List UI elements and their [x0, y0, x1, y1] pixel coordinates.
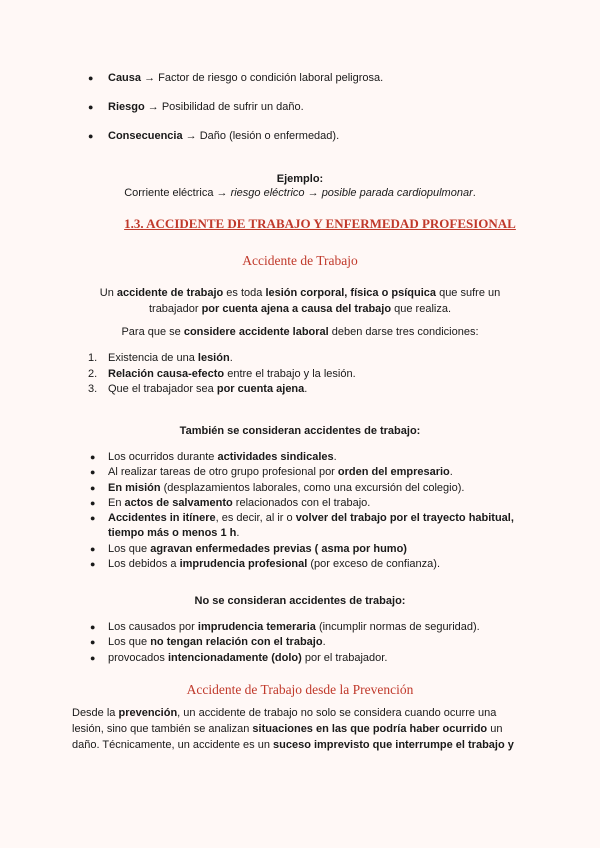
- example-block: [60, 172, 540, 200]
- definition-term: Riesgo: [108, 101, 145, 113]
- list-item: ● Los que no tengan relación con el trabajo.: [90, 636, 326, 649]
- list-item: ● Al realizar tareas de otro grupo profesional por orden del empresario.: [90, 466, 453, 479]
- prevention-paragraph: Desde la prevención, un accidente de trabajo no solo se considera cuando ocurre una lesión, sino que también se analizan situaciones en las que podría haber ocurrido un daño. Técnicamente, un accidente es un suceso imprevisto que interrumpe el trabajo y: [72, 707, 514, 751]
- not-heading: No se consideran accidentes de trabajo:: [194, 595, 406, 607]
- definition-term: Causa: [108, 72, 142, 84]
- definition-term: Consecuencia: [108, 130, 183, 142]
- list-item: ● Los ocurridos durante actividades sindicales.: [90, 451, 337, 463]
- list-item: ● Los que agravan enfermedades previas ( asma por humo): [90, 542, 407, 555]
- list-item: 1. Existencia de una lesión.: [88, 352, 233, 364]
- arrow-icon: →: [185, 130, 197, 142]
- also-list: [90, 450, 530, 572]
- list-item: 2. Relación causa-efecto entre el trabajo y la lesión.: [88, 367, 356, 380]
- definition-desc: Posibilidad de sufrir un daño.: [161, 101, 304, 113]
- subsection-title: Accidente de Trabajo: [242, 253, 358, 268]
- bullet-icon: ●: [88, 131, 94, 141]
- list-item: ● En actos de salvamento relacionados con el trabajo.: [90, 496, 371, 509]
- definition-list: [88, 68, 528, 155]
- bullet-icon: ●: [88, 102, 94, 112]
- subsection-title: Accidente de Trabajo desde la Prevención: [186, 682, 414, 697]
- section-title: 1.3. ACCIDENTE DE TRABAJO Y ENFERMEDAD PROFESIONAL: [124, 216, 516, 231]
- list-item: ● provocados intencionadamente (dolo) por el trabajador.: [90, 651, 388, 664]
- also-heading: También se consideran accidentes de trabajo:: [179, 425, 421, 437]
- not-list: [90, 620, 530, 666]
- conditions-intro: Para que se considere accidente laboral deben darse tres condiciones:: [121, 326, 479, 338]
- definition-item: [88, 126, 528, 155]
- list-item: ● Los debidos a imprudencia profesional (por exceso de confianza).: [90, 558, 440, 571]
- definition-desc: Daño (lesión o enfermedad).: [199, 130, 340, 142]
- definition-item: [88, 68, 528, 97]
- arrow-icon: →: [147, 101, 159, 113]
- list-item: ● Los causados por imprudencia temeraria (incumplir normas de seguridad).: [90, 621, 480, 633]
- list-item: ● En misión (desplazamientos laborales, como una excursión del colegio).: [90, 481, 465, 494]
- intro-paragraph: Un accidente de trabajo es toda lesión corporal, física o psíquica que sufre un trabajador por cuenta ajena a causa del trabajo que realiza.: [99, 287, 501, 315]
- definition-item: [88, 97, 528, 126]
- list-item: ● Accidentes in itínere, es decir, al ir o volver del trabajo por el trayecto habitual, tiempo más o menos 1 h.: [90, 512, 514, 540]
- list-item: 3. Que el trabajador sea por cuenta ajena.: [88, 383, 308, 395]
- conditions-list: [88, 351, 528, 398]
- arrow-icon: →: [144, 72, 156, 84]
- definition-desc: Factor de riesgo o condición laboral peligrosa.: [158, 72, 384, 84]
- example-label: Ejemplo:: [276, 173, 324, 185]
- example-text: Corriente eléctrica → riesgo eléctrico → posible parada cardiopulmonar.: [124, 187, 476, 199]
- bullet-icon: ●: [88, 73, 94, 83]
